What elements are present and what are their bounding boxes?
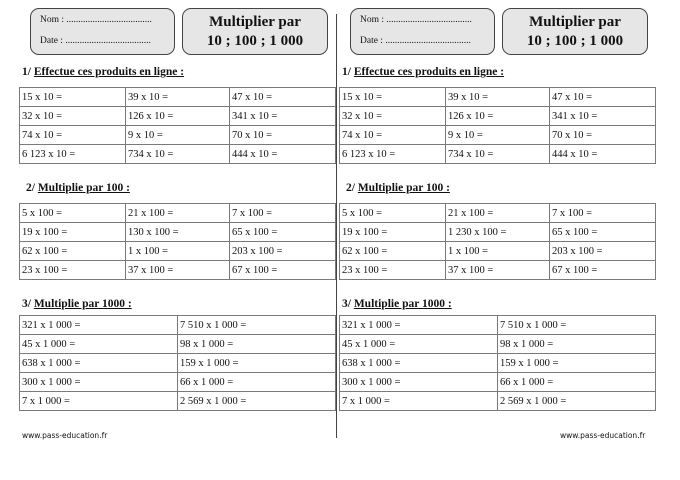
section-title: Multiplie par 100 : (357, 182, 450, 194)
table-row (340, 88, 656, 107)
table-cell[interactable]: 444 x 10 = (230, 145, 336, 164)
section-title: Effectue ces produits en ligne : (353, 66, 505, 78)
table-row (340, 392, 656, 411)
table-cell[interactable]: 47 x 10 = (230, 88, 336, 107)
table-cell[interactable]: 70 x 10 = (230, 126, 336, 145)
table-cell[interactable]: 66 x 1 000 = (498, 373, 656, 392)
section1-table (19, 87, 336, 164)
table-cell[interactable]: 39 x 10 = (446, 88, 550, 107)
table-cell[interactable]: 341 x 10 = (550, 107, 656, 126)
table-cell[interactable]: 203 x 100 = (230, 242, 336, 261)
table-cell[interactable]: 15 x 10 = (20, 88, 126, 107)
table-cell[interactable]: 47 x 10 = (550, 88, 656, 107)
table-cell[interactable]: 5 x 100 = (20, 204, 126, 223)
title-line-2: 10 ; 100 ; 1 000 (526, 33, 624, 49)
table-row (20, 204, 336, 223)
table-row (20, 261, 336, 280)
table-row (20, 335, 336, 354)
name-field-label: Nom : .................................... (360, 15, 472, 25)
section-number: 3/ (342, 298, 354, 310)
table-cell[interactable]: 67 x 100 = (230, 261, 336, 280)
table-cell[interactable]: 203 x 100 = (550, 242, 656, 261)
table-cell[interactable]: 65 x 100 = (550, 223, 656, 242)
table-row (20, 242, 336, 261)
table-row (340, 204, 656, 223)
table-cell[interactable]: 45 x 1 000 = (20, 335, 178, 354)
section3-table (339, 315, 656, 411)
table-row (20, 145, 336, 164)
table-cell[interactable]: 32 x 10 = (20, 107, 126, 126)
table-cell[interactable]: 39 x 10 = (126, 88, 230, 107)
table-cell[interactable]: 74 x 10 = (340, 126, 446, 145)
table-cell[interactable]: 7 x 1 000 = (340, 392, 498, 411)
table-row (340, 223, 656, 242)
section3-heading (22, 298, 132, 310)
table-cell[interactable]: 19 x 100 = (20, 223, 126, 242)
title-box (502, 8, 648, 55)
table-row (340, 261, 656, 280)
name-date-box (30, 8, 175, 55)
table-cell[interactable]: 37 x 100 = (446, 261, 550, 280)
table-cell[interactable]: 7 510 x 1 000 = (178, 316, 336, 335)
table-cell[interactable]: 130 x 100 = (126, 223, 230, 242)
table-row (20, 107, 336, 126)
name-field-label: Nom : .................................... (40, 15, 152, 25)
section-number: 1/ (342, 66, 354, 78)
table-row (20, 126, 336, 145)
table-cell[interactable]: 21 x 100 = (446, 204, 550, 223)
title-line-1: Multiplier par (529, 14, 621, 30)
table-cell[interactable]: 321 x 1 000 = (20, 316, 178, 335)
table-cell[interactable]: 65 x 100 = (230, 223, 336, 242)
table-cell[interactable]: 321 x 1 000 = (340, 316, 498, 335)
table-cell[interactable]: 62 x 100 = (20, 242, 126, 261)
table-cell[interactable]: 1 x 100 = (446, 242, 550, 261)
table-cell[interactable]: 15 x 10 = (340, 88, 446, 107)
title-line-1: Multiplier par (209, 14, 301, 30)
table-cell[interactable]: 45 x 1 000 = (340, 335, 498, 354)
table-row (20, 392, 336, 411)
table-cell[interactable]: 98 x 1 000 = (178, 335, 336, 354)
table-cell[interactable]: 74 x 10 = (20, 126, 126, 145)
table-cell[interactable]: 1 x 100 = (126, 242, 230, 261)
table-cell[interactable]: 19 x 100 = (340, 223, 446, 242)
table-cell[interactable]: 159 x 1 000 = (498, 354, 656, 373)
title-box (182, 8, 328, 55)
table-cell[interactable]: 2 569 x 1 000 = (178, 392, 336, 411)
table-cell[interactable]: 6 123 x 10 = (20, 145, 126, 164)
table-cell[interactable]: 734 x 10 = (126, 145, 230, 164)
table-row (340, 354, 656, 373)
table-row (340, 373, 656, 392)
table-cell[interactable]: 70 x 10 = (550, 126, 656, 145)
table-cell[interactable]: 9 x 10 = (126, 126, 230, 145)
table-cell[interactable]: 734 x 10 = (446, 145, 550, 164)
table-cell[interactable]: 62 x 100 = (340, 242, 446, 261)
section-title: Multiplie par 1000 : (353, 298, 452, 310)
table-row (20, 354, 336, 373)
section3-heading (342, 298, 452, 310)
table-row (340, 107, 656, 126)
table-cell[interactable]: 300 x 1 000 = (340, 373, 498, 392)
table-cell[interactable]: 159 x 1 000 = (178, 354, 336, 373)
table-row (340, 335, 656, 354)
table-cell[interactable]: 638 x 1 000 = (340, 354, 498, 373)
section3-table (19, 315, 336, 411)
footer-website: www.pass-education.fr (22, 431, 108, 440)
section1-table (339, 87, 656, 164)
table-cell[interactable]: 7 x 100 = (230, 204, 336, 223)
section2-table (19, 203, 336, 280)
footer-website: www.pass-education.fr (560, 431, 646, 440)
section-title: Multiplie par 100 : (37, 182, 130, 194)
name-date-box (350, 8, 495, 55)
table-cell[interactable]: 98 x 1 000 = (498, 335, 656, 354)
date-field-label: Date : .................................... (360, 36, 471, 46)
table-cell[interactable]: 126 x 10 = (446, 107, 550, 126)
table-cell[interactable]: 23 x 100 = (340, 261, 446, 280)
table-cell[interactable]: 6 123 x 10 = (340, 145, 446, 164)
section-title: Effectue ces produits en ligne : (33, 66, 185, 78)
section1-heading (342, 66, 504, 78)
table-row (340, 316, 656, 335)
table-cell[interactable]: 66 x 1 000 = (178, 373, 336, 392)
table-cell[interactable]: 444 x 10 = (550, 145, 656, 164)
table-cell[interactable]: 7 510 x 1 000 = (498, 316, 656, 335)
table-cell[interactable]: 341 x 10 = (230, 107, 336, 126)
section-title: Multiplie par 1000 : (33, 298, 132, 310)
worksheet-right (320, 0, 660, 480)
table-cell[interactable]: 2 569 x 1 000 = (498, 392, 656, 411)
section2-heading (26, 182, 130, 194)
table-cell[interactable]: 5 x 100 = (340, 204, 446, 223)
table-row (20, 223, 336, 242)
table-row (20, 373, 336, 392)
table-row (340, 126, 656, 145)
table-cell[interactable]: 9 x 10 = (446, 126, 550, 145)
table-cell[interactable]: 32 x 10 = (340, 107, 446, 126)
section2-heading (346, 182, 450, 194)
section-number: 3/ (22, 298, 34, 310)
section-number: 1/ (22, 66, 34, 78)
section2-table (339, 203, 656, 280)
table-cell[interactable]: 21 x 100 = (126, 204, 230, 223)
table-row (20, 88, 336, 107)
table-row (340, 145, 656, 164)
table-row (20, 316, 336, 335)
table-cell[interactable]: 67 x 100 = (550, 261, 656, 280)
table-cell[interactable]: 1 230 x 100 = (446, 223, 550, 242)
table-cell[interactable]: 7 x 100 = (550, 204, 656, 223)
table-cell[interactable]: 7 x 1 000 = (20, 392, 178, 411)
table-cell[interactable]: 23 x 100 = (20, 261, 126, 280)
table-cell[interactable]: 300 x 1 000 = (20, 373, 178, 392)
title-line-2: 10 ; 100 ; 1 000 (206, 33, 304, 49)
section1-heading (22, 66, 184, 78)
section-number: 2/ (26, 182, 38, 194)
table-cell[interactable]: 37 x 100 = (126, 261, 230, 280)
table-cell[interactable]: 126 x 10 = (126, 107, 230, 126)
table-row (340, 242, 656, 261)
table-cell[interactable]: 638 x 1 000 = (20, 354, 178, 373)
section-number: 2/ (346, 182, 358, 194)
date-field-label: Date : .................................... (40, 36, 151, 46)
